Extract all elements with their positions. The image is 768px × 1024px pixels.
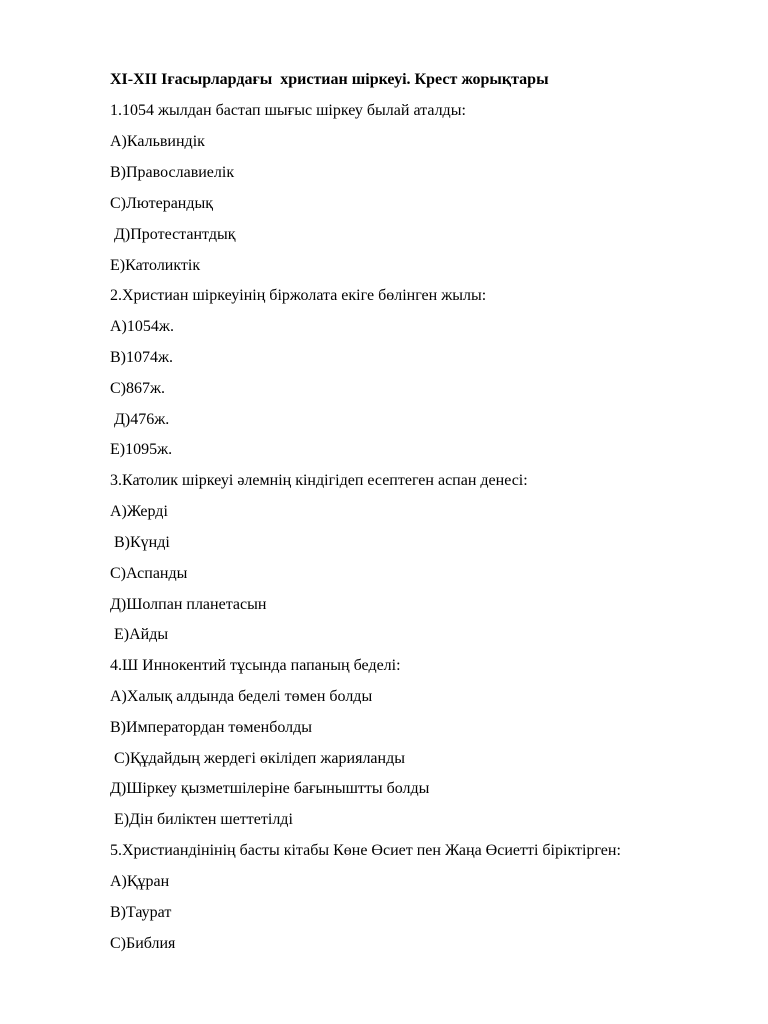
answer-option: С)867ж. xyxy=(110,380,166,397)
answer-option: С)Библия xyxy=(110,935,176,952)
answer-option: В)Күнді xyxy=(110,534,170,551)
answer-option: Д)Шолпан планетасын xyxy=(110,596,267,613)
document-title: XI-XII Iғасырлардағы христиан шіркеуі. Крест жорықтары xyxy=(110,71,549,88)
question-3: 3.Католик шіркеуі әлемнің кіндігідеп есептеген аспан денесі: xyxy=(110,472,528,489)
answer-option: Е)1095ж. xyxy=(110,441,173,458)
answer-option: В)Православиелік xyxy=(110,164,235,181)
answer-option: С)Аспанды xyxy=(110,565,188,582)
answer-option: Е)Айды xyxy=(110,626,169,643)
answer-option: Д)Протестантдық xyxy=(110,226,236,243)
answer-option: Е)Католиктік xyxy=(110,257,201,274)
answer-option: В)Императордан төменболды xyxy=(110,719,312,736)
question-4: 4.Ш Иннокентий тұсында папаның беделі: xyxy=(110,657,401,674)
answer-option: А)Халық алдында беделі төмен болды xyxy=(110,688,373,705)
answer-option: А)Құран xyxy=(110,873,170,890)
answer-option: С)Құдайдың жердегі өкілідеп жарияланды xyxy=(110,750,405,767)
question-2: 2.Христиан шіркеуінің біржолата екіге бөлінген жылы: xyxy=(110,287,487,304)
answer-option: Д)Шіркеу қызметшілеріне бағыныштты болды xyxy=(110,780,430,797)
question-1: 1.1054 жылдан бастап шығыс шіркеу былай аталды: xyxy=(110,102,466,119)
answer-option: С)Лютерандық xyxy=(110,195,214,212)
question-5: 5.Христиандінінің басты кітабы Көне Өсиет пен Жаңа Өсиетті біріктірген: xyxy=(110,842,621,859)
answer-option: В)Таурат xyxy=(110,904,172,921)
answer-option: А)Жерді xyxy=(110,503,168,520)
answer-option: А)Кальвиндік xyxy=(110,133,205,150)
answer-option: В)1074ж. xyxy=(110,349,174,366)
answer-option: Д)476ж. xyxy=(110,411,170,428)
answer-option: А)1054ж. xyxy=(110,318,174,335)
answer-option: Е)Дін биліктен шеттетілді xyxy=(110,811,293,828)
